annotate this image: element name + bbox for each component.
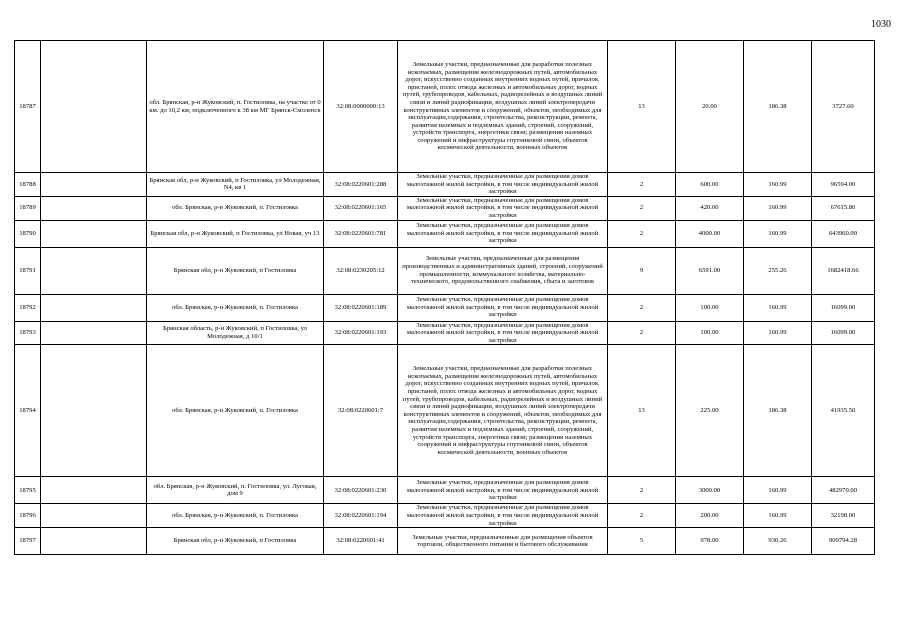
address-cell: обл. Брянская, р-н Жуковский, п. Гостиловка	[147, 345, 324, 477]
blank-cell	[41, 41, 147, 173]
address-cell: обл. Брянская, р-н Жуковский, п. Гостиловка, ул. Луговая, дом 9	[147, 477, 324, 504]
cadastral-number-cell: 32:08:0220601:165	[324, 196, 398, 220]
table-row	[15, 220, 875, 247]
table-row	[15, 41, 875, 173]
cadastral-number-cell: 32:08:0220601:288	[324, 173, 398, 197]
table-row	[15, 504, 875, 528]
blank-cell	[41, 173, 147, 197]
row-id-cell: 18796	[15, 504, 41, 528]
cadastral-value-cell: 643960.00	[812, 220, 875, 247]
land-purpose-cell: Земельные участки, предназначенные для размещения домов малоэтажной жилой застройки, в том числе индивидуальной жилой застройки	[398, 504, 608, 528]
purpose-group-cell: 2	[608, 294, 676, 321]
blank-cell	[41, 220, 147, 247]
table-row	[15, 528, 875, 555]
row-id-cell: 18788	[15, 173, 41, 197]
land-purpose-cell: Земельные участки, предназначенные для разработки полезных ископаемых, размещения железнодорожных путей, автомобильных дорог, искусственно созданных внутренних водных путей, причалов, пристаней, полос отвода железных и автомобильных дорог, водных путей, трубопроводов, кабельных, радиорелейных и воздушных линий связи и линий радиофикации, воздушных линий электропередачи конструктивных элементов и сооружений, объектов, необходимых для эксплуатации,содержания, строительства, реконструкции, ремонта, развития наземных и подземных зданий, строений, сооружений, устройств транспорта, энергетики связи; размещения наземных сооружений и инфраструктуры спутниковой связи, объектов космической деятельности, военных объектов	[398, 345, 608, 477]
area-cell: 6591.00	[676, 247, 744, 294]
blank-cell	[41, 321, 147, 345]
cadastral-value-cell: 32198.00	[812, 504, 875, 528]
blank-cell	[41, 247, 147, 294]
cadastral-number-cell: 32:08:0220601:781	[324, 220, 398, 247]
blank-cell	[41, 528, 147, 555]
purpose-group-cell: 2	[608, 321, 676, 345]
address-cell: обл. Брянская, р-н Жуковский, п. Гостиловка, на участке от 0 км. до 10,2 км, подключенного к 38 км МГ Брянск-Смоленск	[147, 41, 324, 173]
cadastral-value-cell: 16099.00	[812, 294, 875, 321]
purpose-group-cell: 2	[608, 477, 676, 504]
address-cell: обл. Брянская, р-н Жуковский, п. Гостиловка	[147, 504, 324, 528]
land-registry-table	[14, 40, 875, 555]
area-cell: 420.00	[676, 196, 744, 220]
row-id-cell: 18797	[15, 528, 41, 555]
page-number: 1030	[871, 19, 891, 30]
purpose-group-cell: 2	[608, 196, 676, 220]
row-id-cell: 18791	[15, 247, 41, 294]
purpose-group-cell: 9	[608, 247, 676, 294]
cadastral-rate-cell: 255.26	[744, 247, 812, 294]
table-row	[15, 294, 875, 321]
land-purpose-cell: Земельные участки, предназначенные для размещения домов малоэтажной жилой застройки, в том числе индивидуальной жилой застройки	[398, 220, 608, 247]
cadastral-number-cell: 32:08:0220601:230	[324, 477, 398, 504]
address-cell: Брянская обл, р-н Жуковский, п Гостиловка, ул Новая, уч 13	[147, 220, 324, 247]
cadastral-value-cell: 482970.00	[812, 477, 875, 504]
blank-cell	[41, 477, 147, 504]
cadastral-rate-cell: 160.99	[744, 173, 812, 197]
row-id-cell: 18795	[15, 477, 41, 504]
land-purpose-cell: Земельные участки, предназначенные для размещения домов малоэтажной жилой застройки, в том числе индивидуальной жилой застройки	[398, 196, 608, 220]
table-row	[15, 321, 875, 345]
cadastral-number-cell: 32:08:0220601:41	[324, 528, 398, 555]
cadastral-value-cell: 96594.00	[812, 173, 875, 197]
purpose-group-cell: 2	[608, 220, 676, 247]
area-cell: 225.00	[676, 345, 744, 477]
land-purpose-cell: Земельные участки, предназначенные для разработки полезных ископаемых, размещения железнодорожных путей, автомобильных дорог, искусственно созданных внутренних водных путей, причалов, пристаней, полос отвода железных и автомобильных дорог, водных путей, трубопроводов, кабельных, радиорелейных и воздушных линий связи и линий радиофикации, воздушных линий электропередачи конструктивных элементов и сооружений, объектов, необходимых для эксплуатации,содержания, строительства, реконструкции, ремонта, развития наземных и подземных зданий, строений, сооружений, устройств транспорта, энергетики связи; размещения наземных сооружений и инфраструктуры спутниковой связи, объектов космической деятельности, военных объектов	[398, 41, 608, 173]
address-cell: Брянская обл, р-н Жуковский, п Гостиловка	[147, 247, 324, 294]
table-row	[15, 345, 875, 477]
land-purpose-cell: Земельные участки, предназначенные для размещения домов малоэтажной жилой застройки, в том числе индивидуальной жилой застройки	[398, 321, 608, 345]
table-body	[15, 41, 875, 555]
area-cell: 4000.00	[676, 220, 744, 247]
row-id-cell: 18792	[15, 294, 41, 321]
blank-cell	[41, 294, 147, 321]
cadastral-rate-cell: 160.99	[744, 196, 812, 220]
blank-cell	[41, 345, 147, 477]
cadastral-value-cell: 909794.28	[812, 528, 875, 555]
land-purpose-cell: Земельные участки, предназначенные для размещения домов малоэтажной жилой застройки, в том числе индивидуальной жилой застройки	[398, 294, 608, 321]
row-id-cell: 18790	[15, 220, 41, 247]
address-cell: Брянская область, р-н Жуковский, п Гостиловка, ул Молодежная, д 10/1	[147, 321, 324, 345]
area-cell: 100.00	[676, 294, 744, 321]
table-row	[15, 247, 875, 294]
cadastral-value-cell: 67615.80	[812, 196, 875, 220]
address-cell: обл. Брянская, р-н Жуковский, п. Гостиловка	[147, 196, 324, 220]
area-cell: 600.00	[676, 173, 744, 197]
land-purpose-cell: Земельные участки, предназначенные для размещения домов малоэтажной жилой застройки, в том числе индивидуальной жилой застройки	[398, 477, 608, 504]
cadastral-rate-cell: 160.99	[744, 504, 812, 528]
cadastral-number-cell: 32:08:0230205:12	[324, 247, 398, 294]
row-id-cell: 18793	[15, 321, 41, 345]
cadastral-rate-cell: 930.26	[744, 528, 812, 555]
cadastral-value-cell: 41935.50	[812, 345, 875, 477]
row-id-cell: 18787	[15, 41, 41, 173]
cadastral-value-cell: 16099.00	[812, 321, 875, 345]
cadastral-rate-cell: 160.99	[744, 477, 812, 504]
table-row	[15, 477, 875, 504]
cadastral-rate-cell: 160.99	[744, 321, 812, 345]
table-row	[15, 196, 875, 220]
cadastral-number-cell: 32:08:0220601:189	[324, 294, 398, 321]
address-cell: обл. Брянская, р-н Жуковский, п. Гостиловка	[147, 294, 324, 321]
cadastral-value-cell: 3727.60	[812, 41, 875, 173]
address-cell: Брянская обл, р-н Жуковский, п Гостиловка	[147, 528, 324, 555]
purpose-group-cell: 13	[608, 345, 676, 477]
area-cell: 978.00	[676, 528, 744, 555]
area-cell: 20.00	[676, 41, 744, 173]
cadastral-number-cell: 32:08:0220601:194	[324, 504, 398, 528]
cadastral-number-cell: 32:08:0000000:13	[324, 41, 398, 173]
purpose-group-cell: 5	[608, 528, 676, 555]
cadastral-rate-cell: 160.99	[744, 294, 812, 321]
blank-cell	[41, 196, 147, 220]
land-purpose-cell: Земельные участки, предназначенные для размещения производственных и административных зданий, строений, сооружений промышленности, коммунального хозяйства, материально-технического, продовольственного снабжения, сбыта и заготовок	[398, 247, 608, 294]
area-cell: 100.00	[676, 321, 744, 345]
row-id-cell: 18789	[15, 196, 41, 220]
purpose-group-cell: 2	[608, 173, 676, 197]
table-row	[15, 173, 875, 197]
address-cell: Брянская обл, р-н Жуковский, п Гостиловка, ул Молодежная, N4, кв 1	[147, 173, 324, 197]
row-id-cell: 18794	[15, 345, 41, 477]
cadastral-rate-cell: 160.99	[744, 220, 812, 247]
blank-cell	[41, 504, 147, 528]
cadastral-rate-cell: 186.38	[744, 41, 812, 173]
area-cell: 3000.00	[676, 477, 744, 504]
cadastral-number-cell: 32:08:0220601:7	[324, 345, 398, 477]
purpose-group-cell: 13	[608, 41, 676, 173]
purpose-group-cell: 2	[608, 504, 676, 528]
land-purpose-cell: Земельные участки, предназначенные для размещения домов малоэтажной жилой застройки, в том числе индивидуальной жилой застройки	[398, 173, 608, 197]
cadastral-number-cell: 32:08:0220601:193	[324, 321, 398, 345]
cadastral-rate-cell: 186.38	[744, 345, 812, 477]
land-purpose-cell: Земельные участки, предназначенные для размещения объектов торговли, общественного питания и бытового обслуживания	[398, 528, 608, 555]
cadastral-value-cell: 1682418.66	[812, 247, 875, 294]
area-cell: 200.00	[676, 504, 744, 528]
